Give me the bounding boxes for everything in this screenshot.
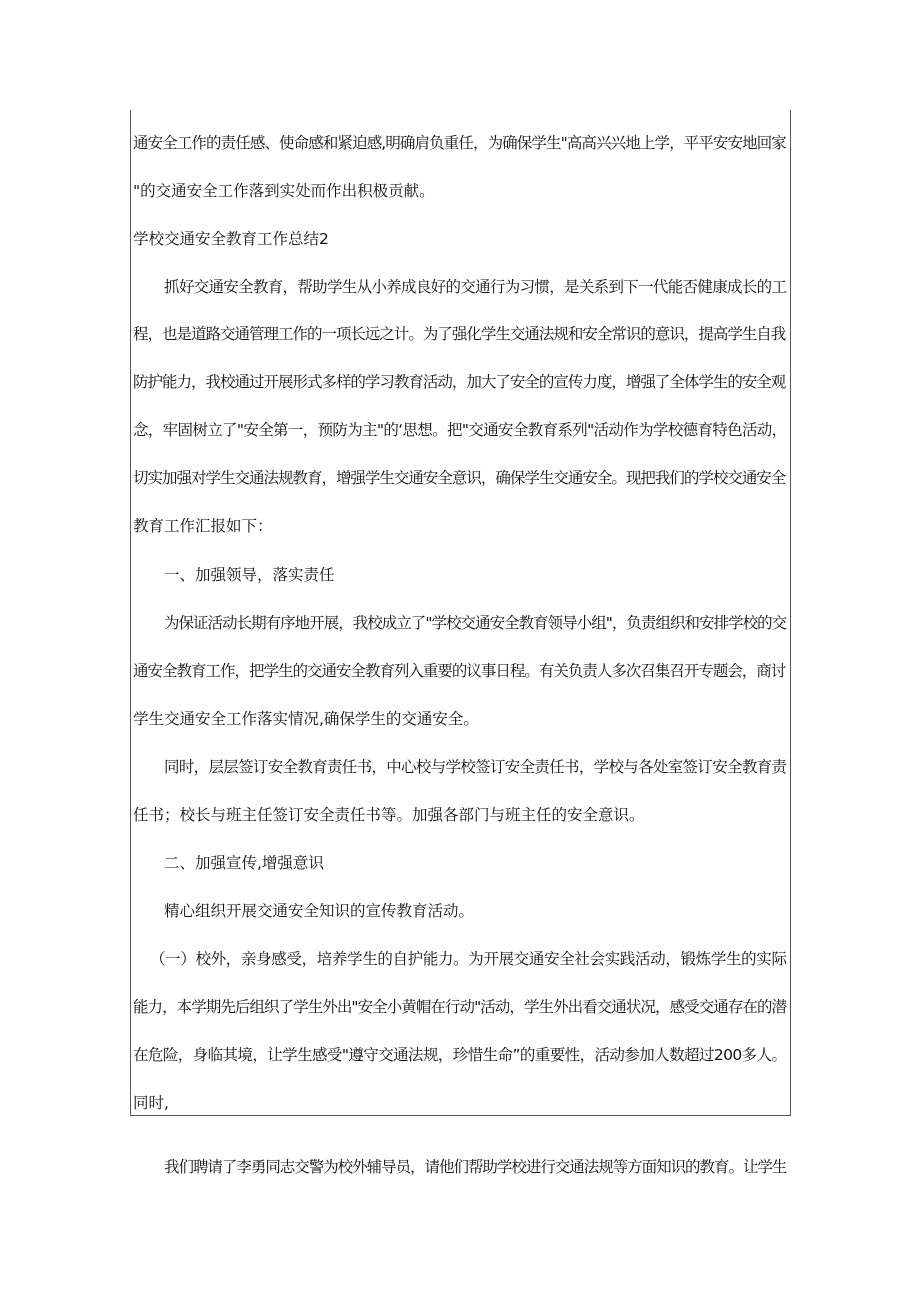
section-heading: 学校交通安全教育工作总结2 [133,230,329,248]
text-line: 防护能力，我校通过开展形式多样的学习教育活动，加大了安全的宣传力度，增强了全体学生的安全观 [133,373,786,391]
text-line: 我们聘请了李勇同志交警为校外辅导员，请他们帮助学校进行交通法规等方面知识的教育。让学生 [164,1158,787,1176]
text-line: 精心组织开展交通安全知识的宣传教育活动。 [164,902,475,920]
text-line: （一）校外，亲身感受，培养学生的自护能力。为开展交通安全社会实践活动，锻炼学生的实际 [150,950,787,968]
text-line: 通安全教育工作，把学生的交通安全教育列入重要的议事日程。有关负责人多次召集召开专题会，商讨 [133,662,786,680]
text-line: 为保证活动长期有序地开展，我校成立了"学校交通安全教育领导小组"，负责组织和安排学校的交 [164,614,787,632]
text-line: 念，牢固树立了"安全第一，预防为主"的‘思想。把"交通安全教育系列"活动作为学校德育特色活动， [133,421,787,439]
text-line: 通安全工作的责任感、使命感和紧迫感,明确肩负重任，为确保学生"高高兴兴地上学，平平安安地回家 [133,134,786,152]
text-line: 能力，本学期先后组织了学生外出"安全小黄帽在行动"活动，学生外出看交通状况，感受交通存在的潜 [133,998,787,1016]
text-line: 任书；校长与班主任签订安全责任书等。加强各部门与班主任的安全意识。 [133,806,645,824]
text-line: "的交通安全工作落到实处而作出积极贡献。 [133,182,435,200]
text-line: 切实加强对学生交通法规教育，增强学生交通安全意识，确保学生交通安全。现把我们的学校交通安全 [133,469,786,487]
text-line: 教育工作汇报如下： [133,517,273,535]
text-line: 同时，层层签订安全教育责任书，中心校与学校签订安全责任书，学校与各处室签订安全教育责 [164,758,787,776]
subheading: 一、加强领导，落实责任 [164,566,335,584]
subheading: 二、加强宣传,增强意识 [164,854,324,872]
text-line: 程，也是道路交通管理工作的一项长远之计。为了强化学生交通法规和安全常识的意识，提高学生自我 [133,325,786,343]
text-line: 学生交通安全工作落实情况,确保学生的交通安全。 [133,710,479,728]
text-line: 抓好交通安全教育，帮助学生从小养成良好的交通行为习惯，是关系到下一代能否健康成长的工 [164,278,787,296]
text-line: 在危险，身临其境，让学生感受"遵守交通法规，珍惜生命”的重要性，活动参加人数超过200多人。 [133,1046,787,1064]
text-line: 同时, [133,1094,169,1112]
